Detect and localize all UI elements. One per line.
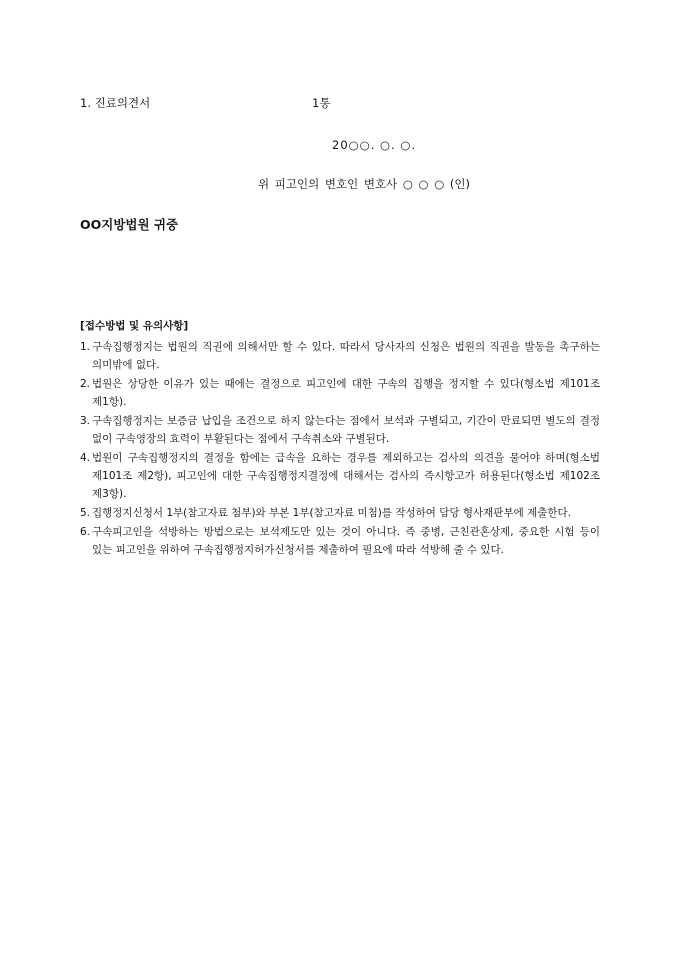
attachment-count: 1통	[312, 96, 331, 110]
notes-item	[80, 523, 600, 559]
notes-item	[80, 449, 600, 503]
notes-item-number: 1.	[80, 341, 91, 353]
notes-item-number: 5.	[80, 507, 91, 519]
attachment-label: 1. 진료의견서	[80, 96, 151, 110]
notes-item-text: 집행정지신청서 1부(참고자료 첨부)와 부본 1부(참고자료 미첨)를 작성하여 담당 형사재판부에 제출한다.	[92, 507, 571, 519]
notes-item	[80, 375, 600, 411]
notes-section	[80, 318, 600, 560]
notes-list	[80, 338, 600, 559]
notes-item-text: 법원이 구속집행정지의 결정을 함에는 급속을 요하는 경우를 제외하고는 검사의 의견을 물어야 하며(형소법 제101조 제2항), 피고인에 대한 구속집행정지결정에 대해서는 검사의 즉시항고가 허용된다(형소법 제102조 제3항).	[92, 452, 600, 500]
notes-item-number: 3.	[80, 415, 91, 427]
notes-item-text: 구속피고인을 석방하는 방법으로는 보석제도만 있는 것이 아니다. 즉 중병, 근친관혼상제, 중요한 시험 등이 있는 피고인을 위하여 구속집행정지허가신청서를 제출하여 필요에 따라 석방해 줄 수 있다.	[92, 526, 600, 556]
notes-heading: [접수방법 및 유의사항]	[80, 320, 189, 332]
document-date: 20○○. ○. ○.	[332, 138, 417, 152]
notes-item-text: 법원은 상당한 이유가 있는 때에는 결정으로 피고인에 대한 구속의 집행을 정지할 수 있다(형소법 제101조 제1항).	[92, 378, 600, 408]
notes-item-text: 구속집행정지는 법원의 직권에 의해서만 할 수 있다. 따라서 당사자의 신청은 법원의 직권을 발동을 촉구하는 의미밖에 없다.	[92, 341, 600, 371]
notes-item-text: 구속집행정지는 보증금 납입을 조건으로 하지 않는다는 점에서 보석과 구별되고, 기간이 만료되면 별도의 결정 없이 구속영장의 효력이 부활된다는 점에서 구속취소와 구별된다.	[92, 415, 600, 445]
notes-item	[80, 338, 600, 374]
notes-item-number: 6.	[80, 526, 91, 538]
notes-item	[80, 504, 600, 522]
notes-item	[80, 412, 600, 448]
court-addressee: OO지방법원 귀중	[80, 217, 179, 232]
signature-line: 위 피고인의 변호인 변호사 ○ ○ ○ (인)	[258, 177, 470, 191]
notes-item-number: 2.	[80, 378, 91, 390]
notes-item-number: 4.	[80, 452, 91, 464]
